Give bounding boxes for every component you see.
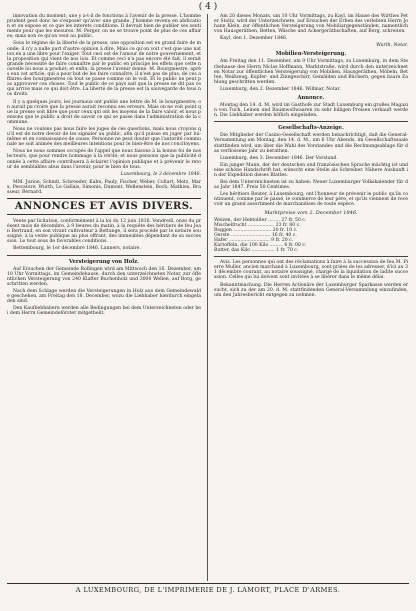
paragraph: MM. Jurion, Schmit, Schroeder, Kahn, Pauly, Fischer, Weber, Collart, Metz, Marx, Pescatore, Wurth, Le Gallais, Simonis, Dumont, Wellenstein, Boch, Mathieu, Brasseur, Bernard. xyxy=(7,179,201,195)
notice-block xyxy=(7,267,201,317)
paragraph: innovation du moment; une y a-t-il de fonctions à l'avenir de la presse. L'homme prudent peut donc ne s'exposer qu'avec une grande. J'homme revenu en abdication et on expose et ce que les interets conditione. Il devrait bien de publier ses sentiments pour que les mesures. M. Perger, on ne se trouve point de plus de ces affaires; mais non ce qu'on veut au public. xyxy=(7,14,201,40)
paragraph: Die Mitglieder der Casino-Gesellschaft werden benachrichtigt, daß die General-Versammlung am Montag, den 14. d. M., um 6 Uhr Abends, im Gesellschaftssaale stattfinden wird, um über die Wahl des Vorstandes und die Rechnungsablage für das verflossene Jahr zu berathen. xyxy=(214,133,408,154)
paragraph: Bekanntmachung. Die Herren Actionäre der Luxemburger Sparkasse werden ersucht, sich zu der am 20. d. M. stattfindenden General-Versammlung einzufinden, um den Jahresbericht entgegen zu nehmen. xyxy=(214,282,408,298)
paragraph: Montag den 14. d. M. wird im Gasthofe zur Stadt Luxemburg ein großes Magazin von Tuch, Leinen und Baumwollwaaren zu sehr billigen Preisen verkauft werden. Die Liebhaber werden höflich eingeladen. xyxy=(214,103,408,119)
right-column xyxy=(214,14,408,579)
divider xyxy=(214,121,408,122)
section-heading: Annonce. xyxy=(297,95,325,102)
paragraph: Les héritiers Reuter, à Luxembourg, ont l'honneur de prévenir le public qu'ils continuent, comme par le passé, le commerce de leur père, et qu'ils viennent de recevoir un grand assortiment de marchandises de toute espèce. xyxy=(214,192,408,208)
paragraph: Am Freitag den 11. Dezember, um 9 Uhr Vormittags, zu Luxemburg, in dem Sterbehause des Herrn Niclas Hoffmann, Marktstraße, wird durch den unterzeichneten Notar zur öffentlichen Versteigerung von Mobilien, Hausgeräthen, Möbeln, Betten, Weißzeug, Kupfer- und Zinngeschirr, Gemälden und Büchern, gegen baare Zahlung geschritten werden. xyxy=(214,59,408,85)
notice-block xyxy=(214,59,408,92)
paragraph: Sous le régime de la liberté de la presse, une opposition est en grand faire de monde; il n'y a nulle part d'autre opinion à dire. Mais ce qu'on voit c'est que une nation en a une libre pour l'exiger. Tout ceci est de l'amour de notre gouvernement, et la proposition qui vient de nos lois. Et comme ceci n'a pas encore été fait, il serait grande nécessité de faire connaître par le public en principe les effets que cette nouvelle loi nous a produit; et enfin; la presse l'avenir donne. M. Bourgmestre, après eux cet article, qui a pour but de les faire connaître, il n'est pas de plus, de ces affaires des bourgmestres où tout se passe comme on le voit. Et le public ne peut pas approuver ces choses. Tout le public de ce pays sait que la presse ne dit pas ce qui arrive mais ce qui doit être. La liberté de la presse est la sauvegarde de tous nos droits. xyxy=(7,41,201,98)
paragraph: Nous ne voulons pas nous faire les juges de ces questions, mais nous croyons qu'il est de notre devoir de les signaler au public, afin qu'il puisse en juger par lui-même et en connaissance de cause. Personne ne peut douter que l'autorité communale ne soit animée des meilleures intentions pour le bien-être de nos concitoyens. xyxy=(7,126,201,148)
section-heading: Versteigerung von Holz. xyxy=(69,258,139,265)
paragraph: Den Kaufliebhabern werden alle Bedingungen bei dem Unterzeichneten oder bei dem Herrn Gemeindeförster mitgetheilt. xyxy=(7,306,201,317)
paragraph: Vente par licitation, conformément à la loi du 12 juin 1816. Vendredi, onze du présent mois de décembre, à 9 heures du matin, à la requête des héritiers de feu Jean Bertrand, en son vivant cultivateur à Bettange, il sera procédé par le notaire soussigné, à la vente publique au plus offrant, des immeubles dépendant de sa succession. Le tout sous de favorables conditions. xyxy=(7,219,201,245)
price-row: Mischelfrucht .................. 23 fr. 80 c. xyxy=(214,222,301,228)
price-row: Weizen, der Hektoliter ........ 27 fr. 50 c. xyxy=(214,217,307,223)
paragraph: Luxemburg, den 2. Dezember 1846. Willmar, Notar. xyxy=(220,86,341,92)
divider xyxy=(214,256,408,257)
notice-block xyxy=(214,133,408,207)
paragraph: Bei dem Unterzeichneten ist zu haben: Neuer Luxemburger Volkskalender für das Jahr 1847. Preis 50 Centimes. xyxy=(214,180,408,191)
market-prices-heading: Marktpreise vom 2. December 1846. xyxy=(264,209,358,216)
market-price-list xyxy=(214,218,408,254)
paragraph: Avis. Les personnes qui ont des réclamations à faire à la succession de feu M. Pierre Muller, ancien marchand à Luxembourg, sont priées de les adresser, d'ici au 31 décembre courant, au notaire soussigné, chargé de la liquidation de ladite succession. Celles qui lui doivent sont invitées à se libérer dans le même délai. xyxy=(214,260,408,281)
price-row: Butter, das Kilo ................ 1 fr. 70 c. xyxy=(214,248,299,254)
paragraph: Il y a quelques jours, les journaux ont publié une lettre de M. le bourgmestre; on aurait pu croire que la presse aurait reconnu ses erreurs. Mais on ne voit point que la presse soit libre que pour ceux qui ont les moyens de la faire valoir, et nous pensons que le public a droit de savoir ce qui se passe dans l'administration de la commune. xyxy=(7,99,201,125)
left-editorial xyxy=(7,14,201,170)
section-heading: Mobilien-Versteigerung. xyxy=(275,51,347,58)
notice-signature: Wurth, Notar. xyxy=(376,43,408,49)
price-row: Gerste ........................... 16 fr. 40 c. xyxy=(214,232,297,238)
left-signature: Luxembourg, le 3 décembre 1846. xyxy=(120,171,201,177)
paragraph: Nach dem Schlage werden die Versteigerungen in Holz aus dem Gemeindewalde geschehen, am Freitag den 18. December, wozu die Liebhaber hierdurch eingeladen sind. xyxy=(7,288,201,305)
signatories xyxy=(7,180,201,195)
paragraph: Kayl, den 1. Dezember 1846. xyxy=(220,36,288,42)
paragraph: Auf Ersuchen der Gemeinde Rollingen wird am Mittwoch den 16. Dezember, um 10 Uhr Vormittags, im Gemeindehause, durch den unterzeichneten Notar, zur öffentlichen Versteigerung von 240 Klafter Buchenholz und 3000 Wellen, auf Borg, geschritten werden. xyxy=(7,266,201,287)
notice-block xyxy=(214,14,408,41)
notice-block xyxy=(214,103,408,118)
announcement-block xyxy=(7,219,201,252)
price-row: Kartoffeln, die 100 Kilo ......... 6 fr. 00 c. xyxy=(214,243,307,248)
paragraph: Nous ne nous sommes occupés de l'appel que nous faisons à la bonne foi de nos lecteurs, que pour rendre hommage à la vérité; et nous pensons que la publicité donnée à cette affaire contribuera à éclairer l'opinion publique et à prévenir le retour de semblables abus dans l'avenir, pour le bien de tous. xyxy=(7,149,201,170)
paragraph: Am 20 dieses Monats, um 10 Uhr Vormittags, zu Kayl, im Hause des Wirthes Peter Stoltz, wird der Unterzeichnete, auf Ersuchen der Erben des verlebten Herrn Johann Klein, zur öffentlichen Versteigerung von Mobiliargegenständen, namentlich von Hausgeräthen, Betten, Wäsche und Ackergeräthschaften, auf Borg, schreiten. xyxy=(214,14,408,35)
paragraph: Ein junger Mann, der der deutschen und französischen Sprache mächtig ist und eine schöne Handschrift hat, wünscht eine Stelle als Schreiber. Nähere Auskunft in der Expedition dieses Blattes. xyxy=(214,162,408,178)
printer-imprint: A LUXEMBOURG, DE L'IMPRIMERIE DE J. LAMORT, PLACE D'ARMES. xyxy=(7,583,409,594)
page-number: ( 4 ) xyxy=(198,2,218,12)
divider xyxy=(7,255,201,256)
announcements-header: ANNONCES ET AVIS DIVERS. xyxy=(7,198,201,215)
notice-block xyxy=(214,260,408,298)
column-divider xyxy=(207,14,208,581)
price-row: Roggen .......................... 20 fr. 10 c. xyxy=(214,227,298,233)
paragraph: Luxemburg, den 3. December 1846. Der Vorstand. xyxy=(220,155,338,161)
price-row: Hafer ............................ 9 fr. 20 c. xyxy=(214,237,294,243)
paragraph: Bettembourg, le 1er décembre 1846. Lanners, notaire. xyxy=(13,246,141,252)
left-column xyxy=(7,14,201,579)
section-heading: Gesellschafts-Anzeige. xyxy=(278,125,344,132)
